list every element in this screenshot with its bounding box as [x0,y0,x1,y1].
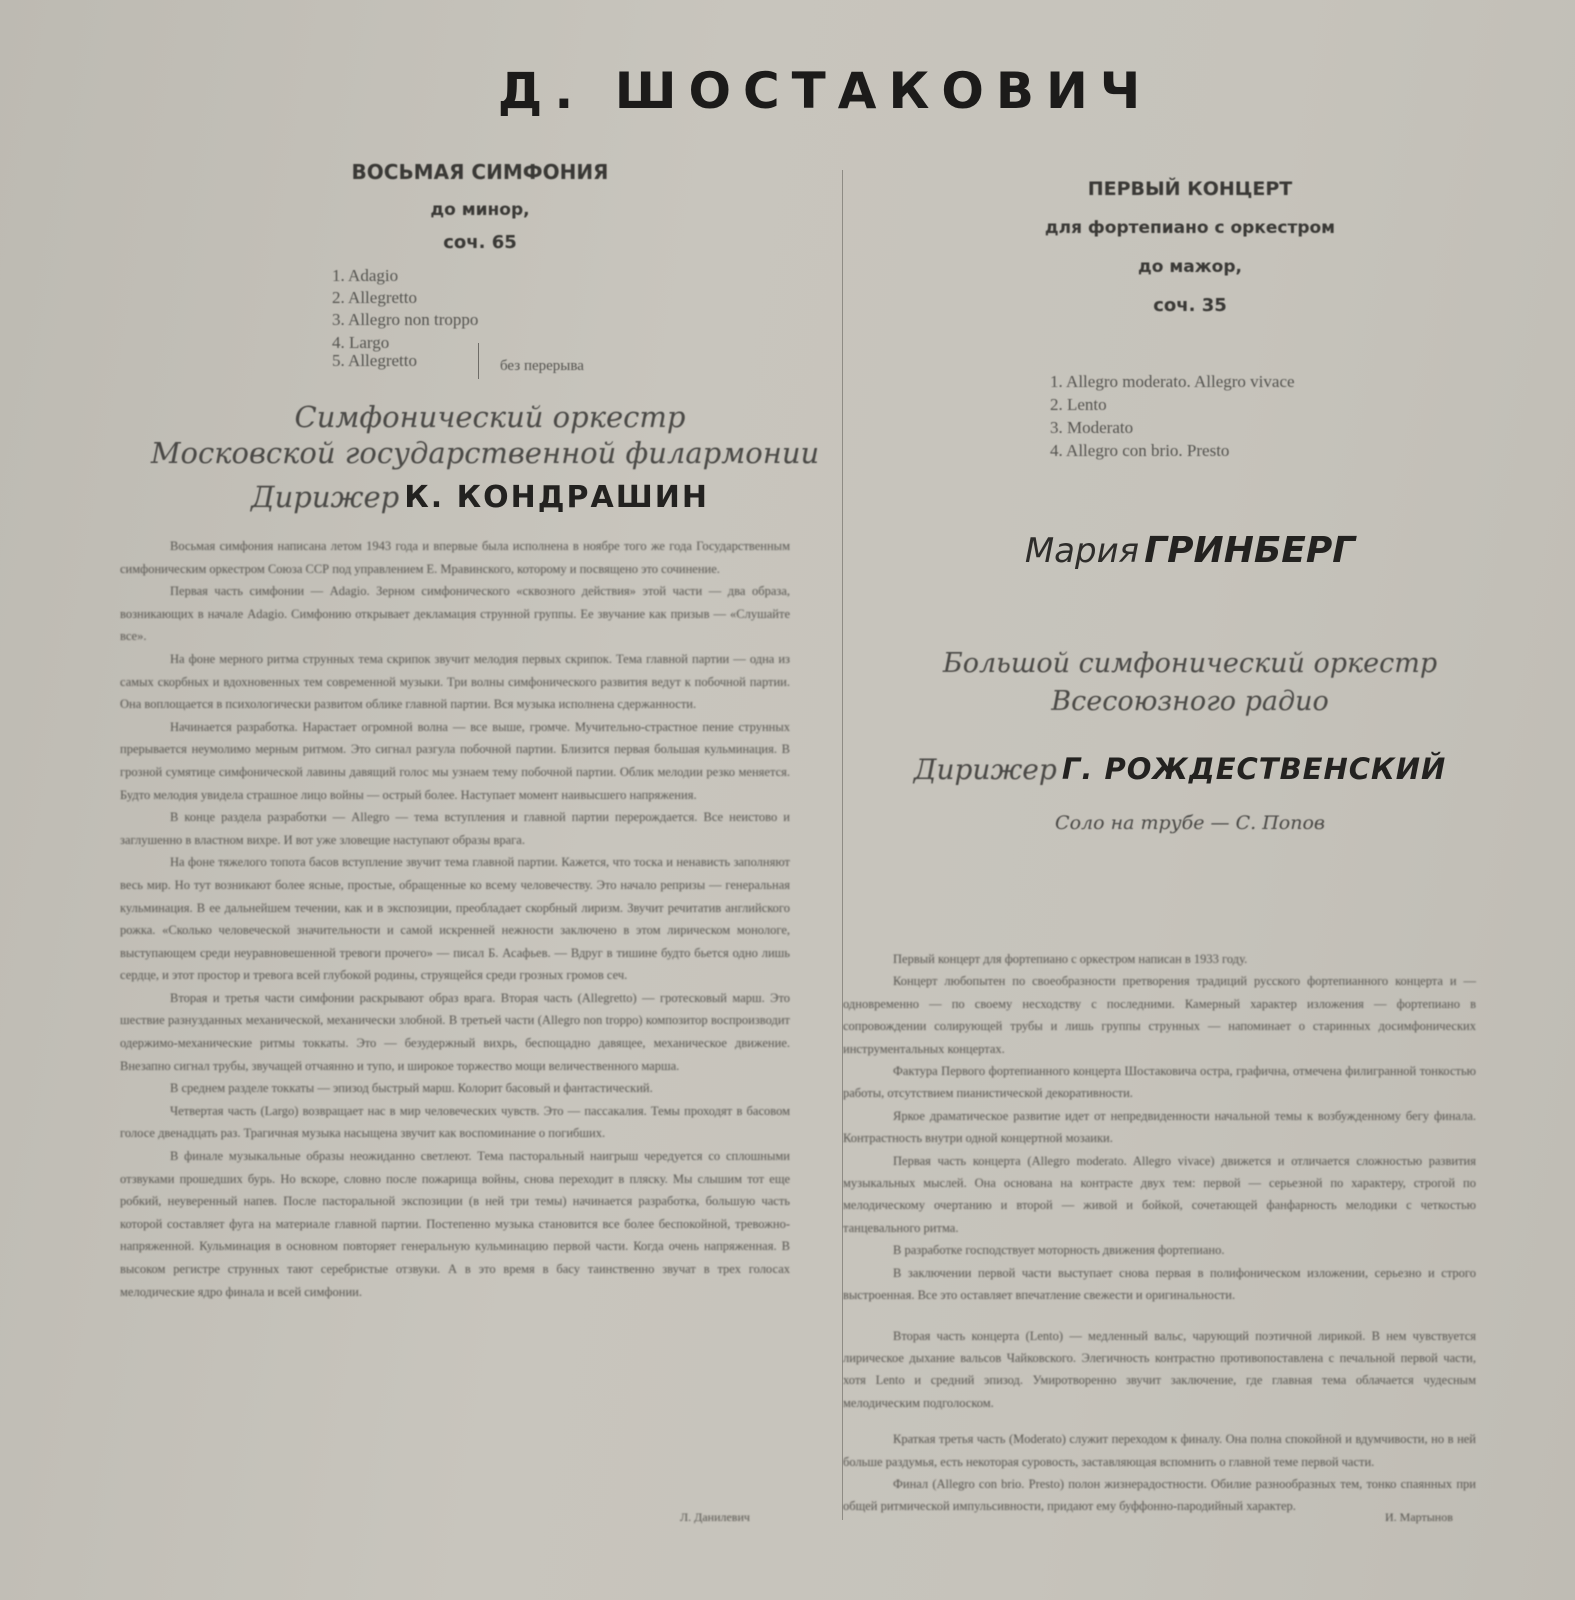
right-movements-list [1050,370,1295,462]
note-paragraph: В среднем разделе токкаты — эпизод быстрый марш. Колорит басовый и фантастический. [170,1081,653,1096]
note-paragraph: Вторая часть концерта (Lento) — медленный вальс, чарующий поэтичной лирикой. В нем чувствуется лирическое дыхание вальсов Чайковского. Элегичность контрастно противопоставлена с печальной первой части, хотя Lento и средний эпизод. Умиротворенно звучит заключение, где главная тема облачается чудесным мелодическим подголоском. [843,1328,1476,1410]
left-orchestra-line2: Московской государственной филармонии [150,436,820,470]
note-paragraph: В финале музыкальные образы неожиданно светлеют. Тема пасторальный наигрыш чередуется со сплошными отзвуками прошедших бурь. Но вскоре, словно после пожарища войны, снова переходит в пляску. Мы слышим тот еще робкий, неуверенный напев. После пасторальной экспозиции (в ней три темы) начинается разработка, большую часть которой составляет фуга на материале главной партии. Постепенно музыка становится все более беспокойной, тревожно-напряженной. Кульминация в основном повторяет генеральную кульминацию первой части. Когда очень напряженная. В высоком регистре струнных тают серебристые отзвуки. А в это время в басу таинственно звучат в трех голосах мелодические ядро финала и всей симфонии. [120,1149,790,1299]
right-work-title: ПЕРВЫЙ КОНЦЕРТ [1087,178,1293,200]
note-paragraph: В разработке господствует моторность движения фортепиано. [893,1243,1225,1258]
note-paragraph: В конце раздела разработки — Allegro — тема вступления и главной партии перерождается. Все неистово и заглушенно в властном вихре. И вот уже зловещие наступают образы врага. [120,810,790,847]
movement-item: 2. Allegretto [332,288,417,307]
right-conductor [880,752,1480,786]
left-signature: Л. Данилевич [680,1510,750,1524]
movement-item: 5. Allegretto [332,351,417,370]
note-paragraph: Первая часть концерта (Allegro moderato. Allegro vivace) движется и отличается сложностью развития музыкальных мыслей. Она основана на контрасте двух тем: первой — серьезной по характеру, строгой по мелодическому очертанию и второй — живой и бойкой, сочетающей фанфарность мелодики с четкостью танцевального ритма. [843,1153,1476,1235]
movement-item: 3. Allegro non troppo [332,310,479,329]
soloist-first-name: Мария [1024,531,1140,571]
right-liner-notes [843,948,1476,1518]
note-paragraph: Четвертая часть (Largo) возвращает нас в мир человеческих чувств. Это — пассакалия. Темы проходят в басовом голосе двенадцать раз. Трагичная музыка насыщена звучит как воспоминание о погибших. [120,1103,790,1141]
right-orchestra-line1: Большой симфонический оркестр [942,648,1438,679]
note-paragraph: Яркое драматическое развитие идет от непредвиденности начальной темы к возбужденному бегу финала. Контрастность внутри одной концертной мозаики. [843,1108,1476,1146]
note-paragraph: Первая часть симфонии — Adagio. Зерном симфонического «сквозного действия» этой части — два образа, возникающих в начале Adagio. Симфонию открывает декламация струнной группы. Ее звучание как призыв — «Слушайте все». [120,584,790,644]
right-key: до мажор, [1138,257,1242,277]
composer-title: Д. ШОСТАКОВИЧ [497,62,1153,120]
note-paragraph: Начинается разработка. Нарастает огромной волна — все выше, громче. Мучительно-страстное пение струнных прерывается неумолимо мерным ритмом. Это сигнал разгула побочной партии. Близится первая большая кульминация. В грозной сумятице симфонической лавины давящий голос мы узнаем тему побочной партии. Облик мелодии резко меняется. Будто мелодия увидела страшное лицо войны — острый более. Наступает момент наивысшего напряжения. [120,719,790,802]
note-paragraph: Вторая и третья части симфонии раскрывают образ врага. Вторая часть (Allegretto) — гротесковый марш. Это шествие разнузданных механической, механически злобной. В третьей части (Allegro non troppo) композитор воспроизводит одержимо-механические ритмы токкаты. Это — безудержный вихрь, беспощадно давящее, механическое движение. Внезапно сигнал трубы, звучащей отчаянно и тупо, и широкое торжество мощи величественного марша. [120,990,790,1073]
note-paragraph: Фактура Первого фортепианного концерта Шостаковича остра, графична, отмечена филигранной тонкостью работы, отсутствием пианистической декоративности. [843,1064,1476,1101]
conductor-name: К. КОНДРАШИН [404,480,709,515]
note-paragraph: Восьмая симфония написана летом 1943 года и впервые была исполнена в ноябре того же года Государственным симфоническим оркестром Союза ССР под управлением Е. Мравинского, которому и посвящено это сочинение. [120,539,790,576]
left-movements-list [332,265,478,370]
movement-item: 4. Allegro con brio. Presto [1050,441,1230,460]
movement-item: 3. Moderato [1050,418,1134,437]
left-work-title: ВОСЬМАЯ СИМФОНИЯ [351,160,609,184]
left-key: до минор, [430,200,530,220]
movement-item: 4. Largo [332,333,390,352]
right-orchestra-line2: Всесоюзного радио [1051,686,1329,717]
conductor-name: Г. РОЖДЕСТВЕНСКИЙ [1061,752,1447,786]
movement-item: 2. Lento [1050,395,1107,414]
note-paragraph: В заключении первой части выступает снова первая в полифоническом изложении, серьезно и строго выстроенная. Все это оставляет впечатление свежести и оригинальности. [843,1265,1476,1303]
note-paragraph: Краткая третья часть (Moderato) служит переходом к финалу. Она полна спокойной и вдумчивости, но в ней больше раздумья, есть некоторая суровость, заставляющая вспомнить о главной теме первой части. [843,1432,1476,1469]
left-opus: соч. 65 [443,232,517,253]
right-subtitle: для фортепиано с оркестром [1044,218,1336,238]
movement-item: 1. Allegro moderato. Allegro vivace [1050,372,1295,391]
soloist [960,530,1420,571]
right-signature: И. Мартынов [1385,1510,1453,1524]
note-paragraph: Первый концерт для фортепиано с оркестром написан в 1933 году. [893,952,1248,966]
note-paragraph: Концерт любопытен по своеобразности претворения традиций русского фортепианного концерта и — одновременно — по своему несходству с последними. Камерный характер изложения — фортепиано в сопровождении солирующей трубы и лишь группы струнных — напоминает о старинных досимфонических инструментальных концертах. [843,974,1476,1056]
left-orchestra-line1: Симфонический оркестр [294,400,686,434]
trumpet-solo-credit: Соло на трубе — С. Попов [1055,812,1325,834]
left-conductor [140,480,820,515]
attacca-bracket [478,343,479,379]
conductor-label: Дирижер [251,480,400,514]
movement-item: 1. Adagio [332,266,399,285]
note-paragraph: На фоне тяжелого топота басов вступление звучит тема главной партии. Кажется, что тоска и ненависть заполняют весь мир. Но тут возникают более ясные, простые, обращенные ко всему человечеству. Это начало репризы — генеральная кульминация. В ее дальнейшем течении, как и в экспозиции, преобладает скорбный лиризм. Звучит речитатив английского рожка. «Сколько человеческой значительности и самой искренней нежности заключено в этом лирическом монологе, выступающем среди неуравновешенной тревоги прочего» — писал Б. Асафьев. — Вдруг в тишине будто бьется одно лишь сердце, и этот простор и тревога всей глубокой родины, струящейся среди грозных громов сеч. [120,855,790,983]
left-liner-notes [120,535,790,1303]
soloist-last-name: ГРИНБЕРГ [1144,530,1356,571]
attacca-note: без перерыва [500,358,584,374]
conductor-label: Дирижер [913,753,1057,786]
note-paragraph: Финал (Allegro con brio. Presto) полон жизнерадостности. Обилие разнообразных тем, тонко спаянных при общей ритмической импульсивности, придают ему буффонно-пародийный характер. [843,1476,1476,1514]
right-opus: соч. 35 [1153,295,1227,316]
note-paragraph: На фоне мерного ритма струнных тема скрипок звучит мелодия первых скрипок. Тема главной партии — одна из самых скорбных и вдохновенных тем современной музыки. Три волны симфонического развития ведут к побочной партии. Она воплощается в психологически развитом облике главной партии. Вся музыка исполнена сдержанности. [120,651,790,712]
